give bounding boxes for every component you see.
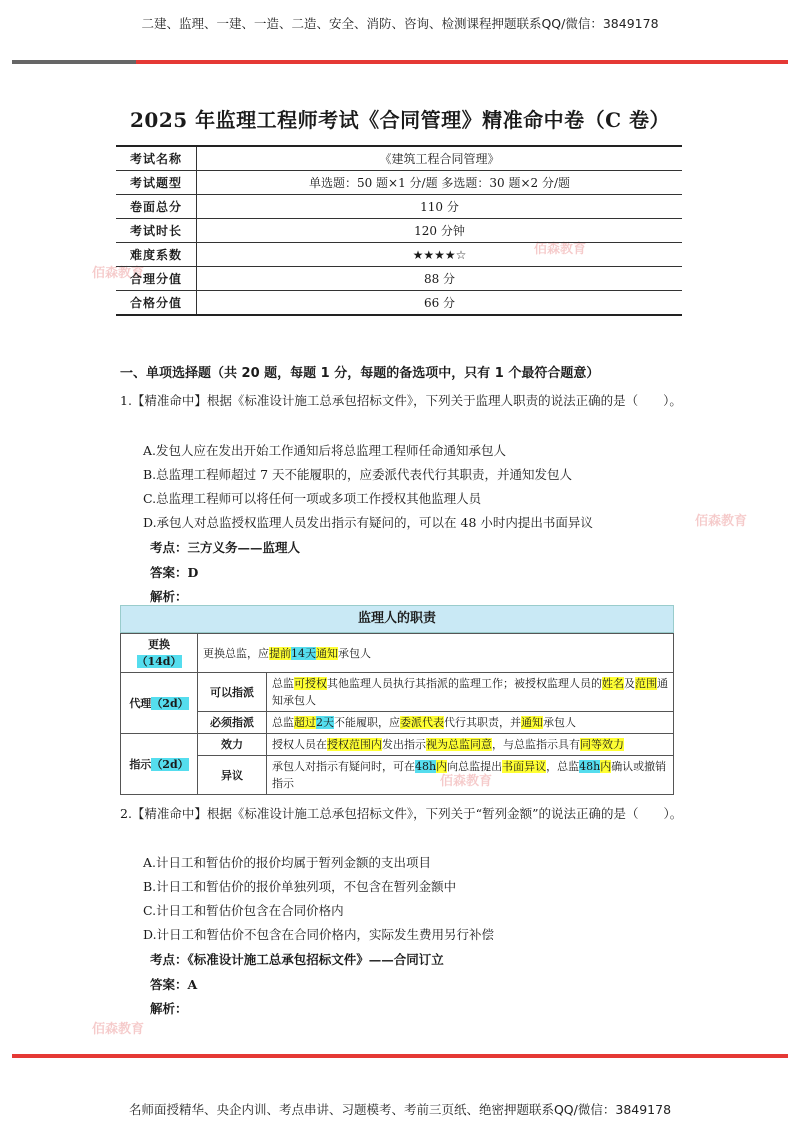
info-row [116, 267, 682, 291]
question-2-analysis-label: 解析： [150, 1001, 188, 1016]
analysis-row [121, 756, 674, 795]
question-1-point: 考点：三方义务——监理人 [150, 540, 301, 555]
analysis-subcategory: 效力 [198, 734, 267, 756]
info-row [116, 146, 682, 171]
info-row [116, 195, 682, 219]
analysis-content: 更换总监，应提前14天通知承包人 [198, 634, 674, 673]
analysis-table-title: 监理人的职责 [120, 605, 674, 633]
info-key: 合格分值 [116, 291, 197, 316]
exam-info-table [116, 145, 682, 316]
info-key: 考试题型 [116, 171, 197, 195]
question-1-option-d: D.承包人对总监授权监理人员发出指示有疑问的，可以在 48 小时内提出书面异议 [143, 515, 593, 530]
info-value: 88 分 [197, 267, 683, 291]
analysis-category: 指示（2d） [121, 734, 198, 795]
watermark-logo: 佰森教育 [440, 774, 493, 789]
footer-text: 名师面授精华、央企内训、考点串讲、习题模考、考前三页纸、绝密押题联系QQ/微信：3849178 [128, 1102, 672, 1117]
info-key: 合理分值 [116, 267, 197, 291]
question-1-option-a: A.发包人应在发出开始工作通知后将总监理工程师任命通知承包人 [143, 443, 507, 458]
analysis-row [121, 734, 674, 756]
question-1-option-c: C.总监理工程师可以将任何一项或多项工作授权其他监理人员 [143, 491, 482, 506]
question-2-point: 考点：《标准设计施工总承包招标文件》——合同订立 [150, 952, 444, 967]
info-value: 《建筑工程合同管理》 [197, 146, 683, 171]
info-value: 单选题：50 题×1 分/题 多选题：30 题×2 分/题 [197, 171, 683, 195]
question-1-analysis-label: 解析： [150, 589, 188, 604]
question-2-stem: 2.【精准命中】根据《标准设计施工总承包招标文件》，下列关于“暂列金额”的说法正确的是（ ）。 [120, 806, 683, 821]
document-title: 2025 年监理工程师考试《合同管理》精准命中卷（C 卷） [129, 108, 670, 132]
question-1-answer: 答案：D [150, 565, 199, 580]
analysis-content: 授权人员在授权范围内发出指示视为总监同意，与总监指示具有同等效力 [267, 734, 674, 756]
analysis-row [121, 712, 674, 734]
question-2-option-d: D.计日工和暂估价不包含在合同价格内，实际发生费用另行补偿 [143, 927, 495, 942]
section-heading: 一、单项选择题（共 20 题，每题 1 分，每题的备选项中，只有 1 个最符合题意） [120, 366, 600, 381]
watermark-logo: 佰森教育 [92, 1022, 145, 1037]
analysis-category: 代理（2d） [121, 673, 198, 734]
info-value: 120 分钟 [197, 219, 683, 243]
info-row [116, 243, 682, 267]
difficulty-stars: ★★★★☆ [197, 243, 683, 267]
info-value: 66 分 [197, 291, 683, 316]
question-1-stem: 1.【精准命中】根据《标准设计施工总承包招标文件》，下列关于监理人职责的说法正确的是（ ）。 [120, 393, 682, 408]
question-2-answer: 答案：A [150, 977, 198, 992]
question-2-option-b: B.计日工和暂估价的报价单独列项，不包含在暂列金额中 [143, 879, 457, 894]
info-key: 卷面总分 [116, 195, 197, 219]
analysis-subcategory: 必须指派 [198, 712, 267, 734]
analysis-content: 承包人对指示有疑问时，可在48h内向总监提出书面异议，总监48h内确认或撤销指示 [267, 756, 674, 795]
info-key: 考试名称 [116, 146, 197, 171]
analysis-table [120, 633, 674, 795]
analysis-content: 总监可授权其他监理人员执行其指派的监理工作；被授权监理人员的姓名及范围通知承包人 [267, 673, 674, 712]
info-row [116, 291, 682, 316]
footer-divider [12, 1054, 788, 1058]
info-value: 110 分 [197, 195, 683, 219]
analysis-subcategory: 异议 [198, 756, 267, 795]
analysis-row [121, 673, 674, 712]
question-1-option-b: B.总监理工程师超过 7 天不能履职的，应委派代表代行其职责，并通知发包人 [143, 467, 573, 482]
header-text: 二建、监理、一建、一造、二造、安全、消防、咨询、检测课程押题联系QQ/微信：3849178 [141, 16, 659, 31]
info-key: 考试时长 [116, 219, 197, 243]
info-key: 难度系数 [116, 243, 197, 267]
info-row [116, 219, 682, 243]
analysis-category: 更换（14d） [121, 634, 198, 673]
analysis-subcategory: 可以指派 [198, 673, 267, 712]
watermark-logo: 佰森教育 [534, 242, 587, 257]
info-row [116, 171, 682, 195]
question-2-option-a: A.计日工和暂估价的报价均属于暂列金额的支出项目 [143, 855, 432, 870]
analysis-row [121, 634, 674, 673]
question-2-option-c: C.计日工和暂估价包含在合同价格内 [143, 903, 344, 918]
watermark-logo: 佰森教育 [92, 266, 145, 281]
watermark-logo: 佰森教育 [695, 514, 748, 529]
analysis-content: 总监超过2天不能履职，应委派代表代行其职责，并通知承包人 [267, 712, 674, 734]
header-divider [12, 60, 788, 64]
